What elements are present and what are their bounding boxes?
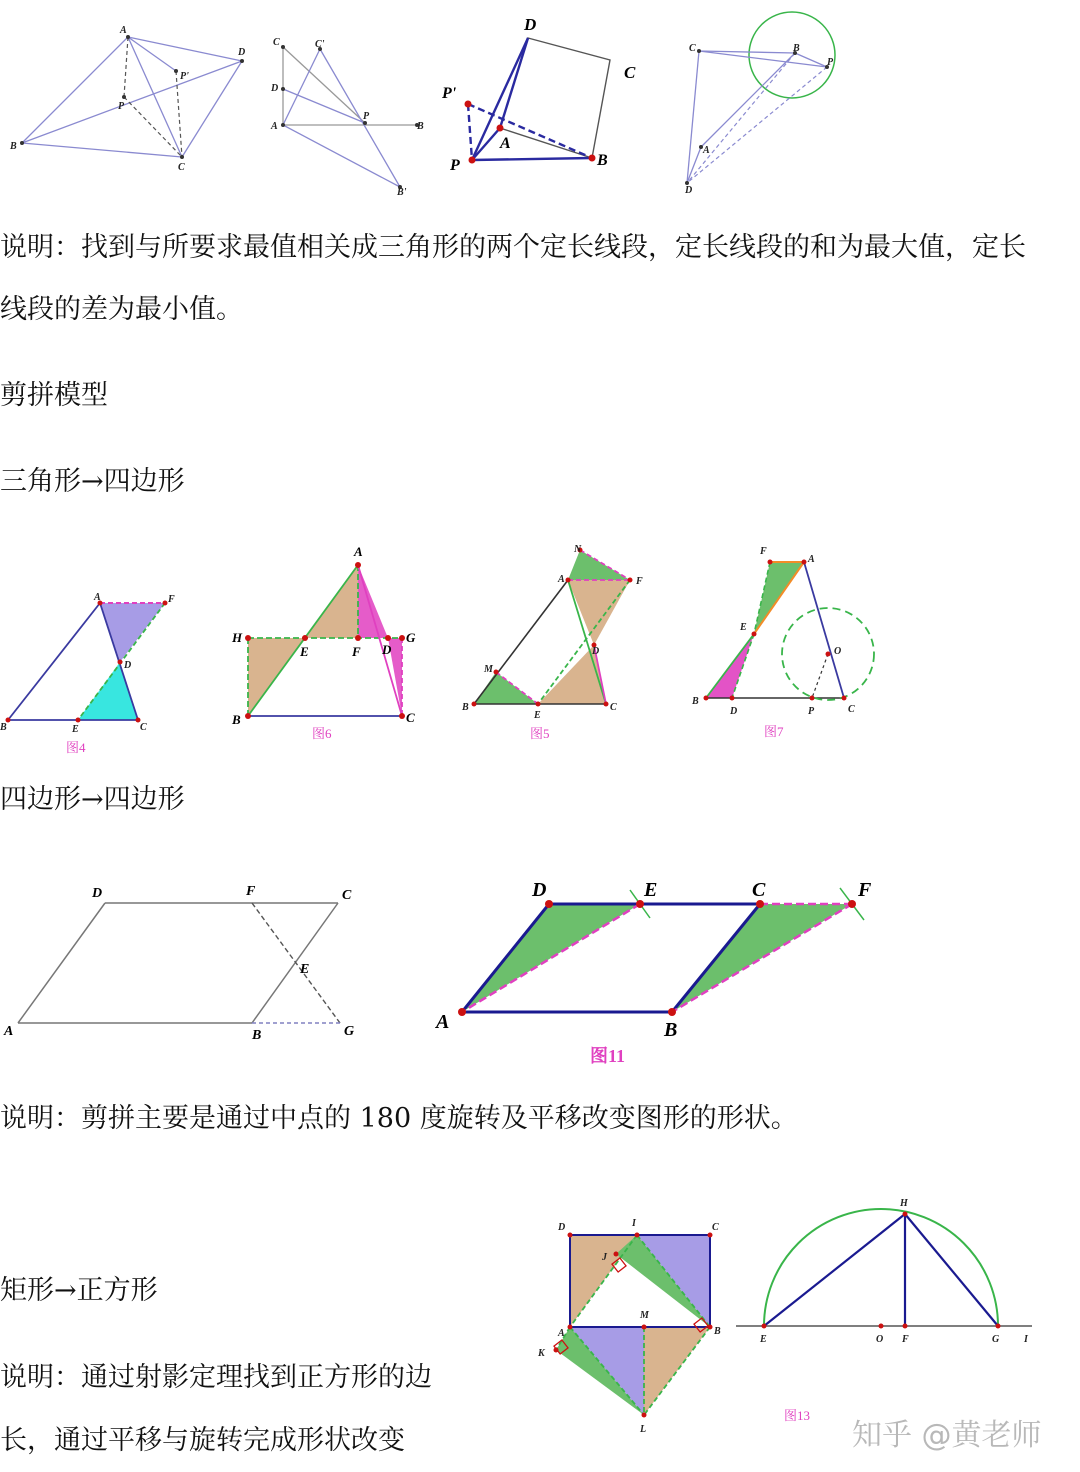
svg-text:B: B	[462, 702, 469, 713]
svg-text:I: I	[1024, 1334, 1028, 1345]
svg-text:D: D	[124, 660, 132, 671]
svg-text:C: C	[342, 888, 352, 903]
svg-text:B: B	[232, 712, 241, 727]
svg-text:A: A	[4, 1024, 14, 1039]
svg-text:C: C	[624, 63, 636, 82]
svg-text:A: A	[558, 574, 565, 585]
svg-text:P: P	[808, 706, 815, 717]
svg-text:O: O	[834, 646, 842, 657]
svg-text:F: F	[858, 879, 872, 901]
svg-text:E: E	[300, 644, 309, 659]
svg-text:M: M	[484, 664, 493, 675]
svg-text:C: C	[712, 1222, 719, 1233]
svg-text:A: A	[558, 1328, 565, 1339]
figure-rectangle-square	[530, 1210, 735, 1440]
svg-text:G: G	[344, 1024, 355, 1039]
svg-text:E: E	[740, 622, 747, 633]
figure-5	[458, 540, 658, 745]
caption-fig7: 图7	[764, 724, 784, 739]
svg-text:F: F	[902, 1334, 909, 1345]
svg-text:E: E	[300, 962, 310, 977]
svg-text:D: D	[524, 15, 537, 34]
svg-text:D: D	[592, 646, 600, 657]
svg-text:F: F	[168, 594, 175, 605]
svg-text:C: C	[689, 43, 696, 54]
svg-text:A: A	[500, 135, 511, 152]
svg-text:B: B	[0, 722, 7, 733]
svg-text:M: M	[640, 1310, 649, 1321]
svg-text:D: D	[685, 185, 693, 196]
svg-text:C: C	[178, 162, 185, 173]
svg-text:I: I	[632, 1218, 636, 1229]
svg-text:C: C	[752, 879, 766, 901]
note-projection-line1: 说明：通过射影定理找到正方形的边	[0, 1362, 432, 1393]
figure-11	[430, 870, 890, 1070]
svg-text:B: B	[692, 696, 699, 707]
svg-text:C: C	[848, 704, 855, 715]
svg-text:D: D	[532, 879, 547, 901]
svg-text:F: F	[760, 546, 767, 557]
svg-text:B: B	[10, 141, 17, 152]
svg-text:C': C'	[315, 39, 325, 50]
caption-fig11: 图11	[590, 1046, 626, 1066]
svg-text:C: C	[406, 710, 415, 725]
svg-text:P': P'	[180, 71, 189, 82]
figure-13	[732, 1192, 1042, 1432]
watermark: 知乎 @黄老师	[852, 1418, 1042, 1453]
svg-text:P: P	[363, 111, 370, 122]
note-min-max-line1: 说明：找到与所要求最值相关成三角形的两个定长线段，定长线段的和为最大值，定长	[0, 232, 1026, 263]
svg-text:C: C	[610, 702, 617, 713]
note-projection-line2: 长，通过平移与旋转完成形状改变	[0, 1425, 405, 1456]
svg-text:F: F	[636, 576, 643, 587]
svg-text:A: A	[436, 1011, 450, 1033]
svg-text:B': B'	[397, 187, 407, 198]
svg-text:E: E	[534, 710, 541, 721]
svg-text:B: B	[793, 43, 800, 54]
svg-text:D: D	[382, 642, 392, 657]
svg-text:E: E	[644, 879, 658, 901]
heading-triangle-to-quadrilateral: 三角形→四边形	[0, 466, 185, 497]
svg-text:B: B	[417, 121, 424, 132]
svg-text:H: H	[900, 1198, 908, 1209]
note-min-max-line2: 线段的差为最小值。	[0, 294, 243, 325]
svg-text:A: A	[94, 592, 101, 603]
svg-text:P': P'	[442, 85, 457, 102]
figure-4	[0, 590, 190, 755]
svg-text:C: C	[140, 722, 147, 733]
svg-text:A: A	[703, 145, 710, 156]
svg-text:E: E	[72, 724, 79, 735]
svg-text:A: A	[120, 25, 127, 36]
figure-parallelogram-cut	[0, 875, 380, 1050]
svg-text:P: P	[118, 101, 125, 112]
svg-text:F: F	[246, 884, 256, 899]
svg-text:E: E	[760, 1334, 767, 1345]
caption-fig5: 图5	[530, 726, 550, 741]
svg-text:K: K	[538, 1348, 545, 1359]
svg-text:A: A	[271, 121, 278, 132]
svg-text:D: D	[558, 1222, 566, 1233]
svg-text:D: D	[238, 47, 246, 58]
figure-quadrilateral-rotation	[0, 25, 260, 185]
heading-cut-and-paste: 剪拼模型	[0, 380, 108, 411]
svg-text:F: F	[352, 644, 361, 659]
figure-circle-max	[675, 5, 850, 196]
figure-rotated-triangle	[265, 35, 435, 200]
heading-quadrilateral-to-quadrilateral: 四边形→四边形	[0, 784, 185, 815]
figure-7	[688, 540, 888, 745]
svg-text:J: J	[602, 1252, 607, 1263]
caption-fig13: 图13	[784, 1408, 811, 1423]
caption-fig4: 图4	[66, 740, 86, 755]
svg-text:B: B	[664, 1019, 678, 1041]
svg-text:C: C	[273, 37, 280, 48]
heading-rectangle-to-square: 矩形→正方形	[0, 1275, 158, 1306]
svg-text:P: P	[450, 157, 460, 174]
svg-text:D: D	[730, 706, 738, 717]
caption-fig6: 图6	[312, 726, 332, 741]
svg-text:G: G	[992, 1334, 1000, 1345]
svg-text:L: L	[640, 1424, 647, 1435]
svg-text:D: D	[271, 83, 279, 94]
svg-text:G: G	[406, 630, 416, 645]
svg-text:D: D	[92, 886, 103, 901]
svg-text:B: B	[597, 152, 608, 169]
figure-square-rotation	[440, 10, 640, 180]
svg-text:H: H	[232, 630, 243, 645]
svg-text:B: B	[252, 1028, 262, 1043]
svg-text:P: P	[827, 57, 834, 68]
svg-text:N: N	[574, 544, 582, 555]
svg-text:B: B	[714, 1326, 721, 1337]
note-cut-rotation: 说明：剪拼主要是通过中点的 180 度旋转及平移改变图形的形状。	[0, 1103, 798, 1134]
svg-text:A: A	[808, 554, 815, 565]
svg-text:O: O	[876, 1334, 884, 1345]
figure-6	[228, 540, 423, 745]
svg-text:A: A	[354, 544, 363, 559]
